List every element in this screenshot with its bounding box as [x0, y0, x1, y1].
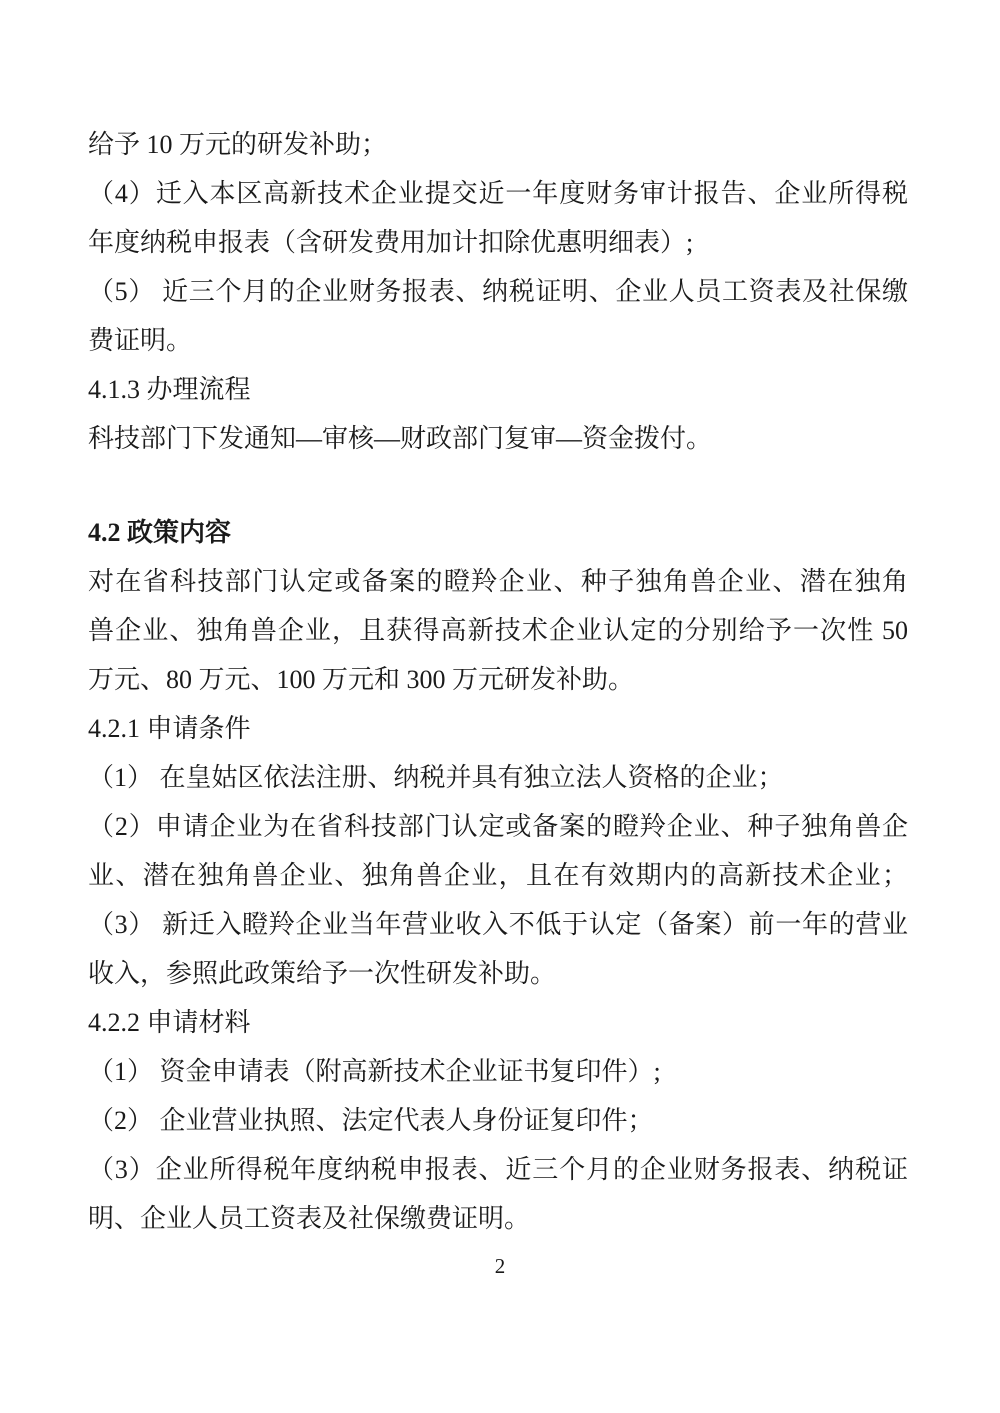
text-line: 业、潜在独角兽企业、独角兽企业，且在有效期内的高新技术企业；	[88, 861, 908, 890]
text-line: 给予 10 万元的研发补助；	[88, 130, 388, 159]
section-heading-4-2-2: 4.2.2 申请材料	[88, 1008, 251, 1037]
text-line: （4）迁入本区高新技术企业提交近一年度财务审计报告、企业所得税	[88, 179, 908, 208]
text-line: 收入，参照此政策给予一次性研发补助。	[88, 959, 557, 988]
page-number: 2	[494, 1254, 506, 1278]
text-line: 年度纳税申报表（含研发费用加计扣除优惠明细表）;	[88, 228, 694, 257]
section-heading-4-1-3: 4.1.3 办理流程	[88, 375, 251, 404]
text-line: （5） 近三个月的企业财务报表、纳税证明、企业人员工资表及社保缴	[88, 277, 908, 306]
text-line: 科技部门下发通知—审核—财政部门复审—资金拨付。	[88, 424, 713, 453]
text-line: 对在省科技部门认定或备案的瞪羚企业、种子独角兽企业、潜在独角	[88, 567, 908, 596]
text-line: 万元、80 万元、100 万元和 300 万元研发补助。	[88, 665, 635, 694]
document-body	[88, 120, 908, 1243]
text-line: （2）申请企业为在省科技部门认定或备案的瞪羚企业、种子独角兽企	[88, 812, 908, 841]
text-line: 费证明。	[88, 326, 193, 355]
text-line: （3）企业所得税年度纳税申报表、近三个月的企业财务报表、纳税证	[88, 1155, 908, 1184]
section-heading-4-2: 4.2 政策内容	[88, 518, 232, 547]
text-line: （1） 在皇姑区依法注册、纳税并具有独立法人资格的企业；	[88, 763, 784, 792]
text-line: 明、企业人员工资表及社保缴费证明。	[88, 1204, 531, 1233]
text-line: （3） 新迁入瞪羚企业当年营业收入不低于认定（备案）前一年的营业	[88, 910, 908, 939]
blank-line	[88, 463, 908, 508]
text-line: （1） 资金申请表（附高新技术企业证书复印件）;	[88, 1057, 661, 1086]
section-heading-4-2-1: 4.2.1 申请条件	[88, 714, 251, 743]
text-line: 兽企业、独角兽企业，且获得高新技术企业认定的分别给予一次性 50	[88, 616, 908, 645]
text-line: （2） 企业营业执照、法定代表人身份证复印件；	[88, 1106, 654, 1135]
